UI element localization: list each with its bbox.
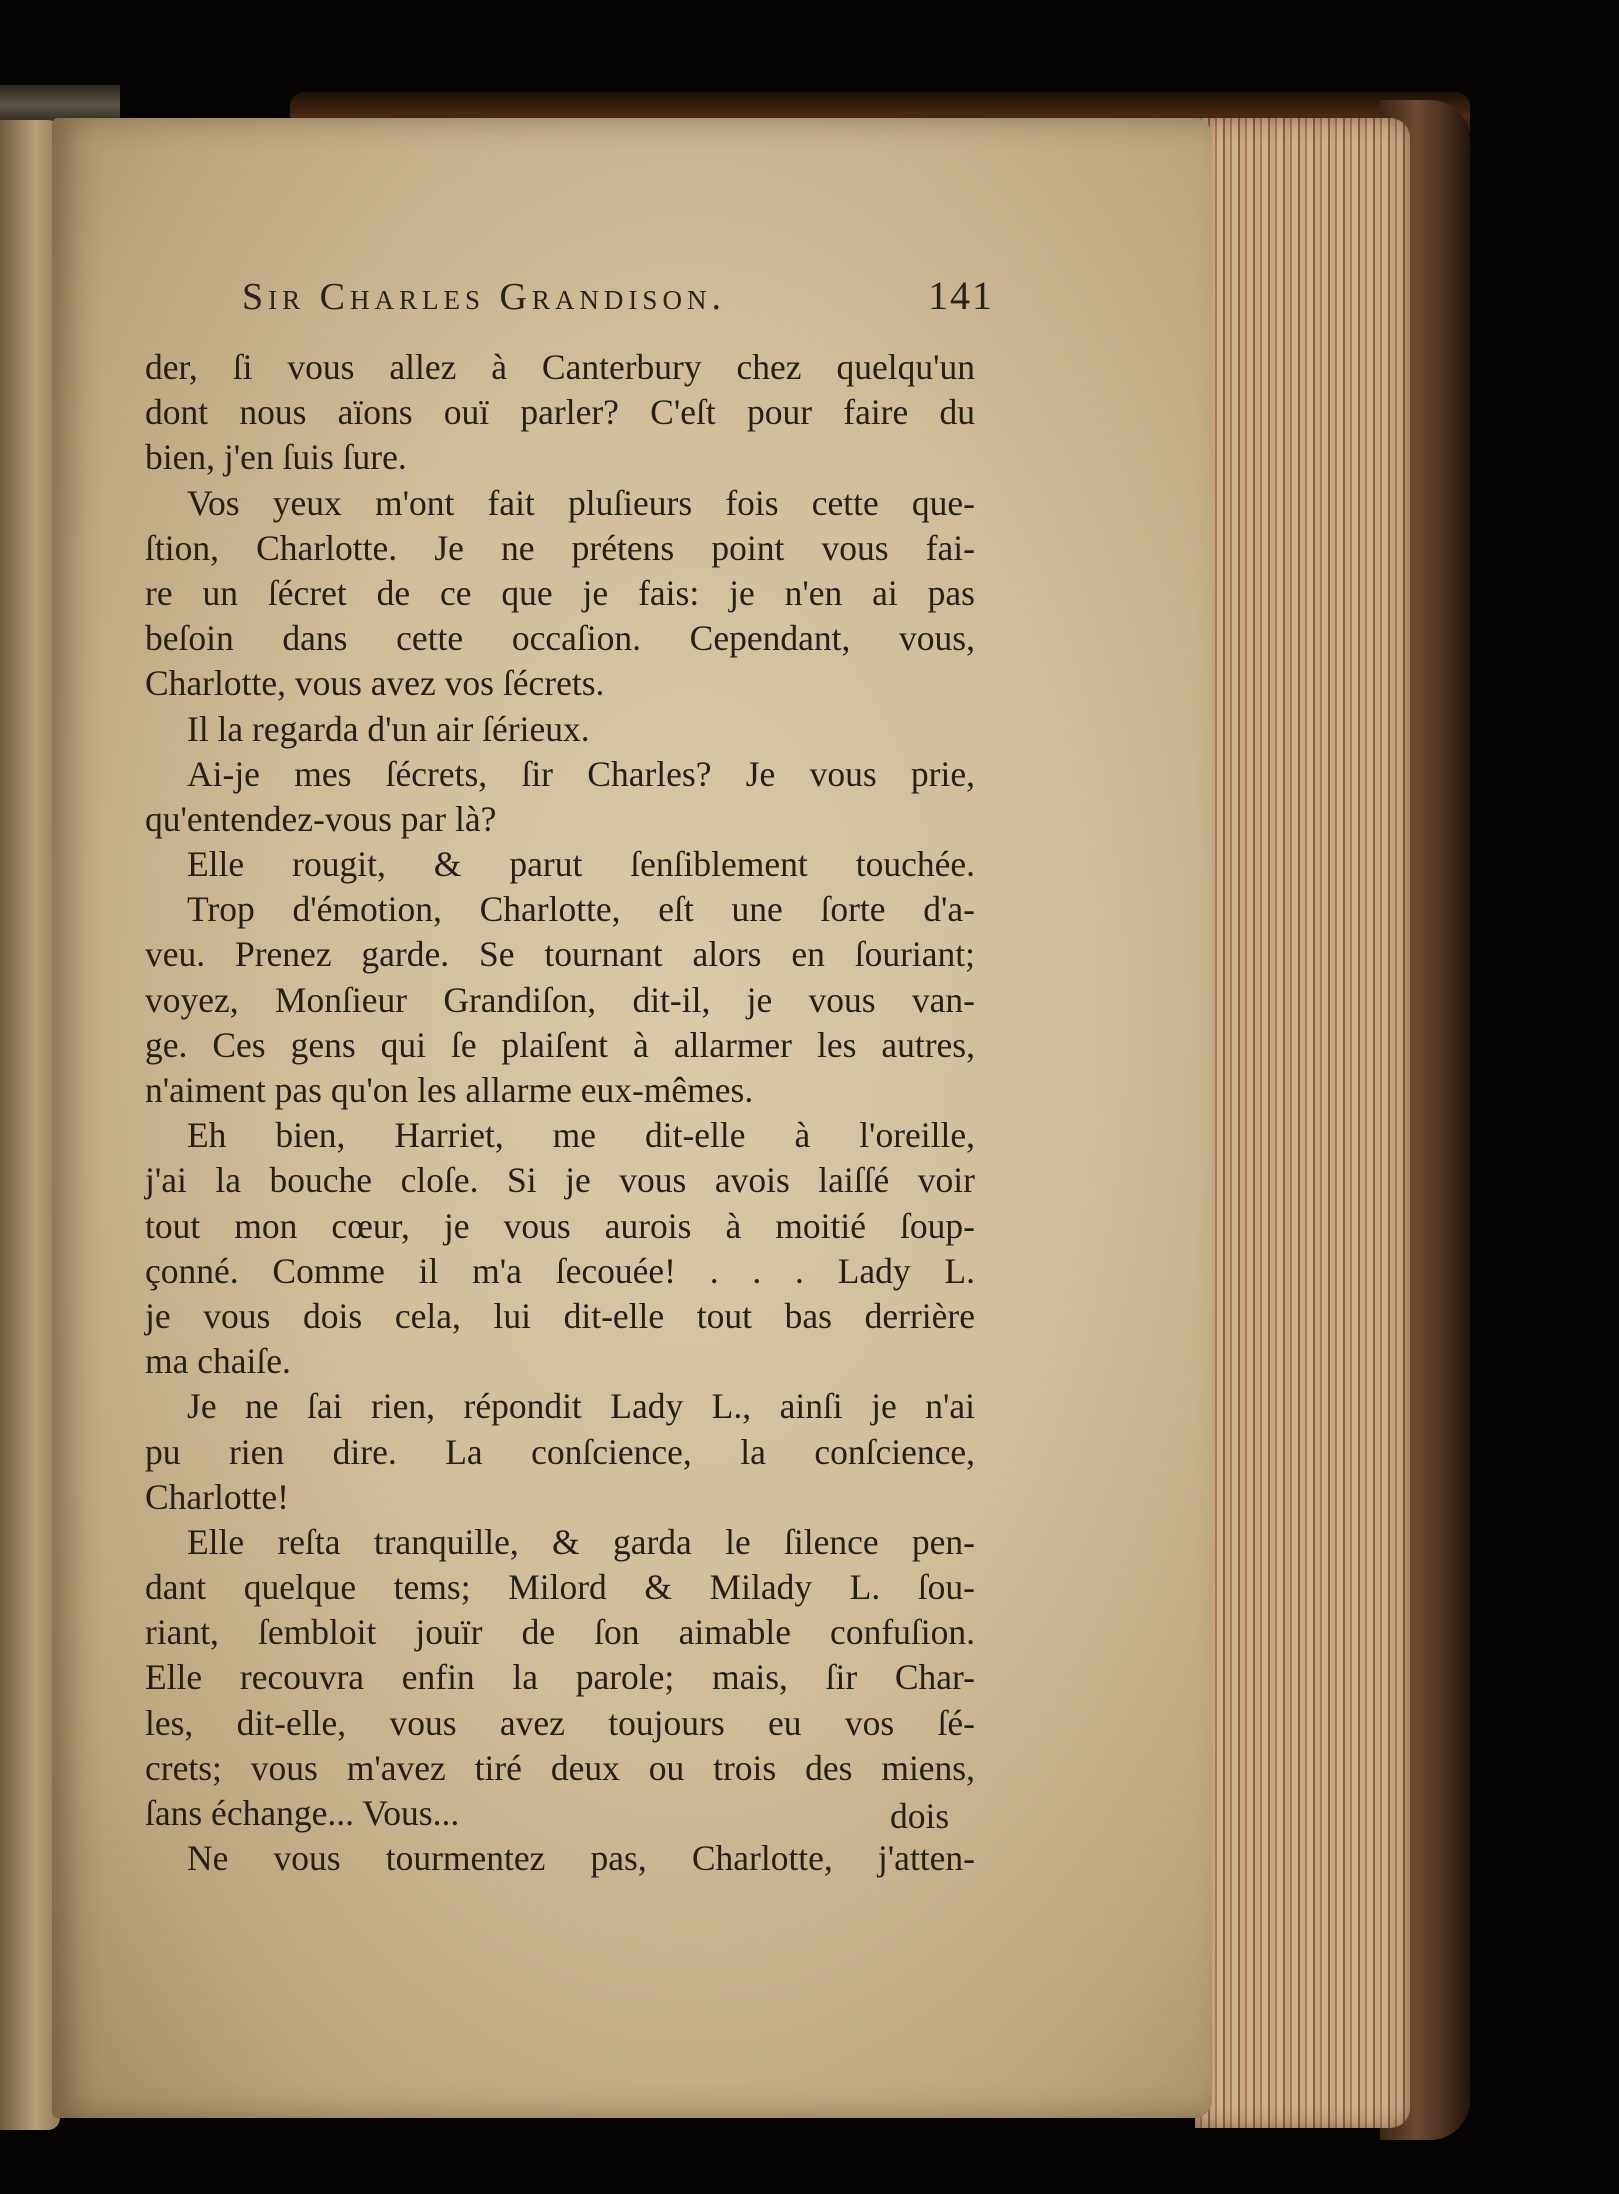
text-line: Eh bien, Harriet, me dit-elle à l'oreille,: [187, 1115, 975, 1156]
body-text: [145, 345, 975, 1881]
text-line: Elle recouvra enfin la parole; mais, ſir Char-: [145, 1657, 975, 1698]
text-line: beſoin dans cette occaſion. Cependant, vous,: [145, 618, 975, 659]
text-line: Ne vous tourmentez pas, Charlotte, j'atten-: [187, 1838, 975, 1879]
text-line: je vous dois cela, lui dit-elle tout bas derrière: [145, 1295, 975, 1336]
text-line: çonné. Comme il m'a ſecouée! . . . Lady L.: [145, 1250, 975, 1291]
text-line: tout mon cœur, je vous aurois à moitié ſoup-: [145, 1205, 975, 1246]
text-line: voyez, Monſieur Grandiſon, dit-il, je vous van-: [145, 979, 975, 1020]
text-line: Charlotte!: [145, 1476, 289, 1517]
text-line: dant quelque tems; Milord & Milady L. ſou-: [145, 1567, 975, 1608]
text-line: ge. Ces gens qui ſe plaiſent à allarmer les autres,: [145, 1024, 975, 1065]
text-line: pu rien dire. La conſcience, la conſcience,: [145, 1431, 975, 1472]
text-line: dont nous aïons ouï parler? C'eſt pour faire du: [145, 392, 975, 433]
text-line: les, dit-elle, vous avez toujours eu vos ſé-: [145, 1702, 975, 1743]
text-line: veu. Prenez garde. Se tournant alors en ſouriant;: [145, 934, 975, 975]
text-line: qu'entendez-vous par là?: [145, 798, 497, 839]
text-line: Elle reſta tranquille, & garda le ſilence pen-: [187, 1521, 975, 1562]
text-line: Ai-je mes ſécrets, ſir Charles? Je vous prie,: [187, 753, 975, 794]
text-line: n'aiment pas qu'on les allarme eux-mêmes.: [145, 1070, 754, 1110]
page-number: 141: [928, 273, 994, 318]
running-head-title: Sir Charles Grandison.: [242, 276, 726, 318]
text-line: ſtion, Charlotte. Je ne prétens point vous fai-: [145, 527, 975, 568]
text-line: re un ſécret de ce que je fais: je n'en ai pas: [145, 572, 975, 613]
text-line: crets; vous m'avez tiré deux ou trois des miens,: [145, 1747, 975, 1788]
text-line: riant, ſembloit jouïr de ſon aimable confuſion.: [145, 1612, 975, 1653]
text-line: Elle rougit, & parut ſenſiblement touchée.: [187, 844, 975, 885]
text-line: Trop d'émotion, Charlotte, eſt une ſorte d'a-: [187, 889, 975, 930]
text-line: ſans échange... Vous...: [145, 1793, 460, 1833]
text-line: j'ai la bouche cloſe. Si je vous avois laiſſé voir: [145, 1160, 975, 1201]
text-line: der, ſi vous allez à Canterbury chez quelqu'un: [145, 347, 975, 387]
text-line: Je ne ſai rien, répondit Lady L., ainſi je n'ai: [187, 1386, 975, 1427]
running-head: [242, 272, 994, 322]
text-line: ma chaiſe.: [145, 1341, 291, 1382]
catchword: dois: [890, 1796, 950, 1836]
text-line: Charlotte, vous avez vos ſécrets.: [145, 663, 605, 704]
text-line: bien, j'en ſuis ſure.: [145, 437, 407, 478]
left-page-edge: [0, 120, 60, 2130]
text-line: Vos yeux m'ont fait pluſieurs fois cette que-: [187, 482, 975, 523]
text-line: Il la regarda d'un air ſérieux.: [187, 708, 590, 749]
page-fore-edge: [1195, 118, 1410, 2128]
